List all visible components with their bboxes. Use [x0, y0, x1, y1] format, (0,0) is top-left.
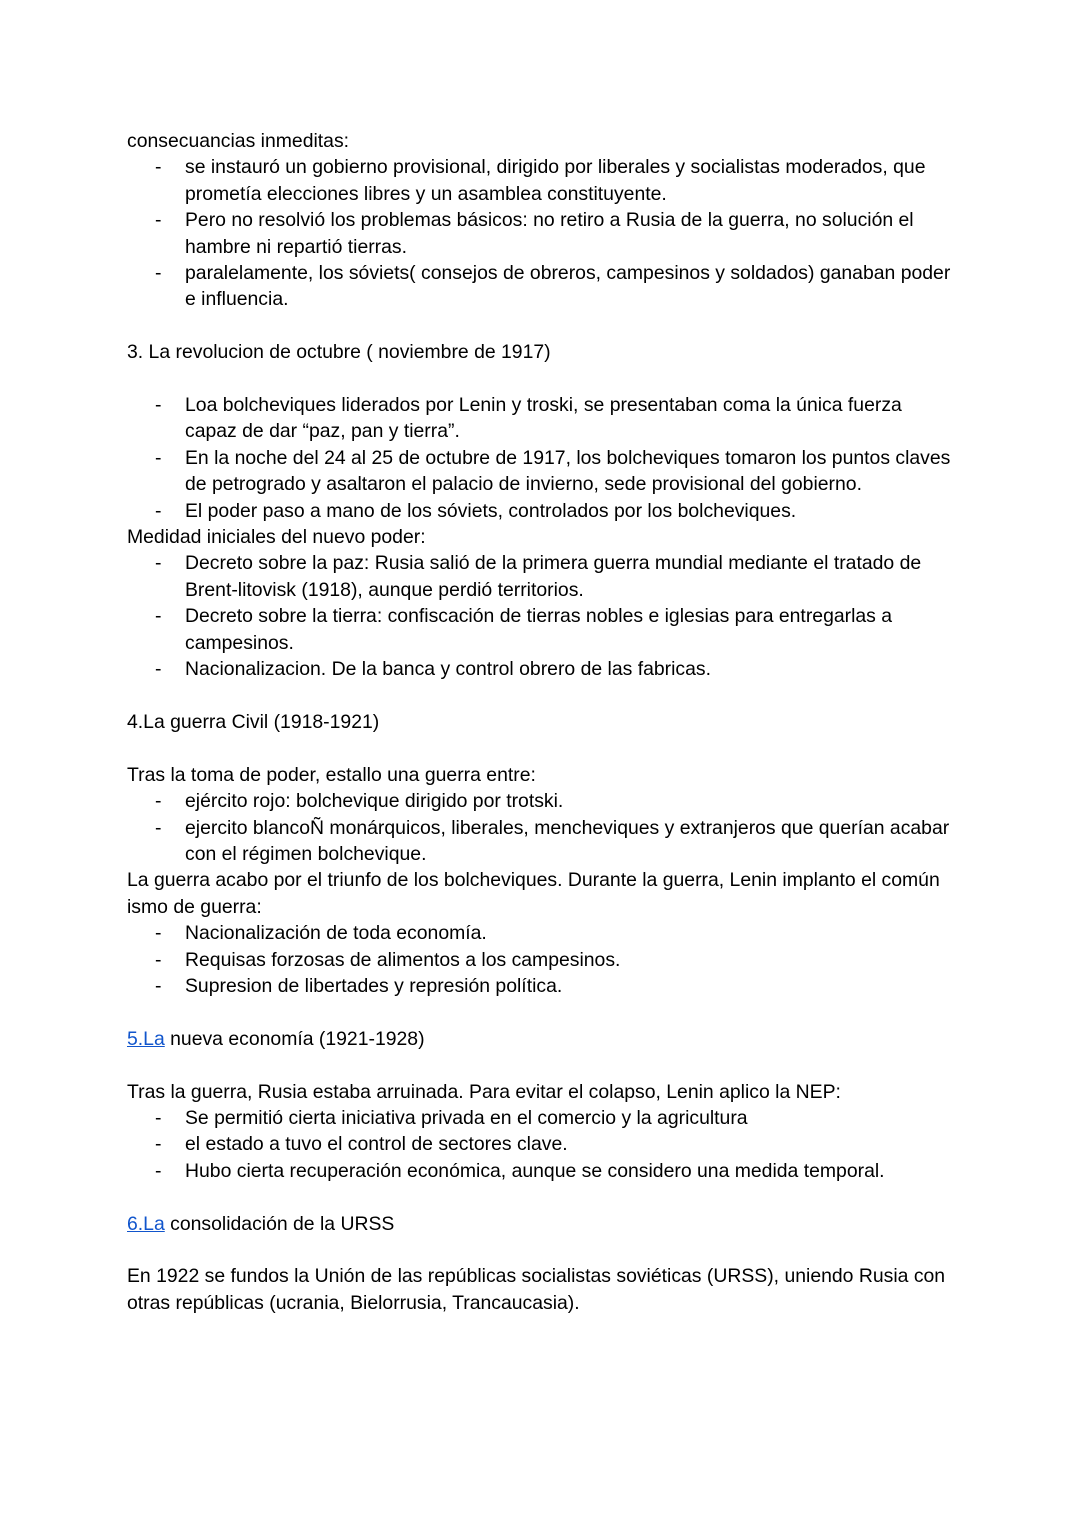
- section-5-link[interactable]: 5.La: [127, 1027, 165, 1050]
- blank-line: [127, 366, 953, 392]
- list-item-text: El poder paso a mano de los sóviets, controlados por los bolcheviques.: [185, 499, 797, 522]
- list-item: [127, 260, 953, 313]
- list-item: [127, 973, 953, 999]
- bullet-dash: -: [155, 1106, 162, 1129]
- list-item: [127, 788, 953, 814]
- list-item-text: Nacionalizacion. De la banca y control obrero de las fabricas.: [185, 658, 711, 681]
- list-item-text: paralelamente, los sóviets( consejos de obreros, campesinos y soldados) ganaban poder e influencia.: [185, 262, 951, 311]
- list-item: [127, 1158, 953, 1184]
- list-item: [127, 656, 953, 682]
- list-item: [127, 1131, 953, 1157]
- blank-line: [127, 313, 953, 339]
- list-item: [127, 392, 953, 445]
- section-5-lead: Tras la guerra, Rusia estaba arruinada. Para evitar el colapso, Lenin aplico la NEP:: [127, 1080, 841, 1103]
- blank-line: [127, 999, 953, 1025]
- section-5-heading-rest: nueva economía (1921-1928): [164, 1027, 425, 1050]
- list-item-text: Nacionalización de toda economía.: [185, 922, 487, 945]
- measures-lead: Medidad iniciales del nuevo poder:: [127, 526, 426, 549]
- section-6-body: En 1922 se fundos la Unión de las repúblicas socialistas soviéticas (URSS), uniendo Rusia con otras repúblicas (ucrania, Bielorrusia, Trancaucasia).: [127, 1265, 946, 1314]
- bullet-dash: -: [155, 948, 162, 971]
- list-item: [127, 154, 953, 207]
- blank-line: [127, 1237, 953, 1263]
- measures-bullet-list: [127, 550, 953, 682]
- bullet-dash: -: [155, 499, 162, 522]
- list-item: [127, 815, 953, 868]
- bullet-dash: -: [155, 816, 162, 839]
- list-item: [127, 445, 953, 498]
- list-item: [127, 207, 953, 260]
- section-4-lead: Tras la toma de poder, estallo una guerra entre:: [127, 763, 536, 786]
- section-3-bullet-list: [127, 392, 953, 524]
- section-5-heading: [127, 1026, 953, 1052]
- section-3-heading: 3. La revolucion de octubre ( noviembre de 1917): [127, 341, 551, 364]
- list-item: [127, 920, 953, 946]
- bullet-dash: -: [155, 605, 162, 628]
- bullet-dash: -: [155, 658, 162, 681]
- section-4-after: La guerra acabo por el triunfo de los bolcheviques. Durante la guerra, Lenin implanto el común ismo de guerra:: [127, 869, 940, 918]
- list-item-text: el estado a tuvo el control de sectores clave.: [185, 1133, 568, 1156]
- bullet-dash: -: [155, 1159, 162, 1182]
- section-4-heading: 4.La guerra Civil (1918-1921): [127, 710, 380, 733]
- list-item-text: Supresion de libertades y represión política.: [185, 974, 563, 997]
- list-item-text: Decreto sobre la tierra: confiscación de tierras nobles e iglesias para entregarlas a campesinos.: [185, 605, 893, 654]
- list-item: [127, 1105, 953, 1131]
- section-6-heading-rest: consolidación de la URSS: [164, 1212, 395, 1235]
- list-item: [127, 498, 953, 524]
- list-item-text: se instauró un gobierno provisional, dirigido por liberales y socialistas moderados, que prometía elecciones libres y un asamblea constituyente.: [185, 156, 926, 205]
- bullet-dash: -: [155, 790, 162, 813]
- section-6-link[interactable]: 6.La: [127, 1212, 165, 1235]
- intro-lead: consecuancias inmeditas:: [127, 130, 350, 152]
- bullet-dash: -: [155, 209, 162, 232]
- bullet-dash: -: [155, 974, 162, 997]
- section-5-bullet-list: [127, 1105, 953, 1184]
- blank-line: [127, 1052, 953, 1078]
- blank-line: [127, 683, 953, 709]
- bullet-dash: -: [155, 552, 162, 575]
- intro-bullet-list: [127, 154, 953, 312]
- blank-line: [127, 1184, 953, 1210]
- bullet-dash: -: [155, 262, 162, 285]
- bullet-dash: -: [155, 1133, 162, 1156]
- list-item-text: Hubo cierta recuperación económica, aunque se considero una medida temporal.: [185, 1159, 885, 1182]
- bullet-dash: -: [155, 394, 162, 417]
- list-item-text: ejercito blancoÑ monárquicos, liberales, mencheviques y extranjeros que querían acabar con el régimen bolchevique.: [185, 816, 950, 865]
- bullet-dash: -: [155, 446, 162, 469]
- section-4-bullet-list-2: [127, 920, 953, 999]
- section-4-bullet-list: [127, 788, 953, 867]
- section-6-heading: [127, 1211, 953, 1237]
- list-item: [127, 550, 953, 603]
- bullet-dash: -: [155, 156, 162, 179]
- list-item-text: Requisas forzosas de alimentos a los campesinos.: [185, 948, 621, 971]
- blank-line: [127, 735, 953, 761]
- bullet-dash: -: [155, 922, 162, 945]
- list-item: [127, 947, 953, 973]
- list-item-text: Pero no resolvió los problemas básicos: no retiro a Rusia de la guerra, no solución el hambre ni repartió tierras.: [185, 209, 914, 258]
- list-item: [127, 603, 953, 656]
- list-item-text: En la noche del 24 al 25 de octubre de 1917, los bolcheviques tomaron los puntos claves de petrogrado y asaltaron el palacio de invierno, sede provisional del gobierno.: [185, 446, 951, 496]
- list-item-text: ejército rojo: bolchevique dirigido por trotski.: [185, 790, 564, 813]
- list-item-text: Decreto sobre la paz: Rusia salió de la primera guerra mundial mediante el tratado de Brent-litovisk (1918), aunque perdió territorios.: [185, 552, 922, 601]
- list-item-text: Se permitió cierta iniciativa privada en el comercio y la agricultura: [185, 1106, 748, 1129]
- list-item-text: Loa bolcheviques liderados por Lenin y troski, se presentaban coma la única fuerza capaz de dar “paz, pan y tierra”.: [185, 394, 902, 443]
